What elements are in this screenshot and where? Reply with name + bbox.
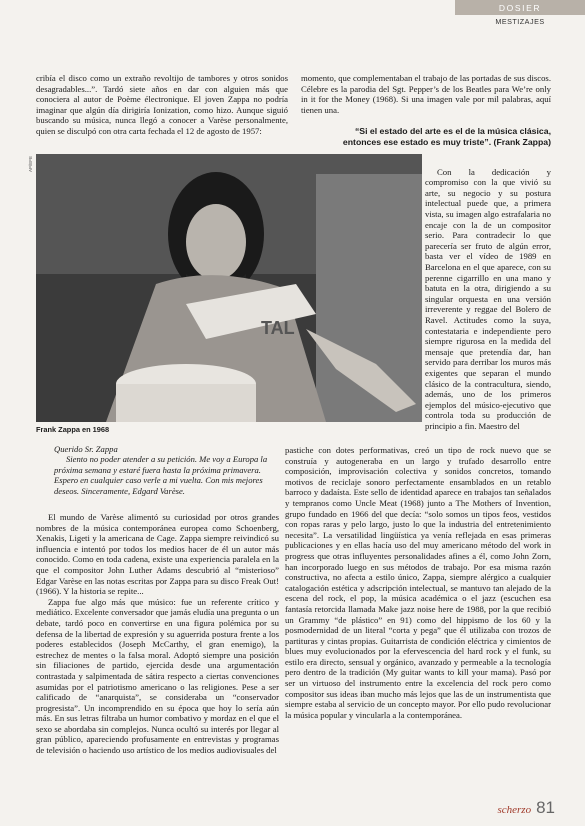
pull-quote: “Si el estado del arte es el de la música clásica, entonces ese estado es muy triste”. (Frank Zappa) bbox=[342, 126, 551, 147]
column-2-top bbox=[301, 73, 551, 115]
page-number: 81 bbox=[536, 798, 555, 817]
body-paragraph: momento, que complementaban el trabajo de las portadas de sus discos. Célebre es la parodia del Sgt. Pepper’s de los Beatles para We’re only in it for the Money (1968). Si una imagen vale por mil palabras, aquí tienen una. bbox=[301, 73, 551, 115]
varese-letter bbox=[54, 444, 284, 496]
letter-salutation: Querido Sr. Zappa bbox=[54, 444, 118, 454]
column-1-top bbox=[36, 73, 288, 137]
subsection-label: MESTIZAJES bbox=[495, 17, 545, 26]
page-footer bbox=[497, 798, 555, 818]
column-2-narrow bbox=[425, 158, 551, 440]
section-header bbox=[455, 0, 585, 26]
body-paragraph: pastiche con dotes performativas, creó un tipo de rock nuevo que se construía y autogeneraba en un largo y trufado desarrollo entre composición, improvisación colectiva y sonidos concretos, tomando motivos de reciclaje sonoro perfectamente ensamblados en un retablo barroco y dadaísta. Este sello de identidad aparece en trabajos tan señalados y tempranos como Uncle Meat (1968) junto a The Mothers of Invention, grupo fundado en 1966 del que decía: “solo somos un tipos feos, vestidos con ropas raras y pelo largo, justo lo que la industria del entretenimiento necesita”. La versatilidad lingüística ya venía reflejada en esas primeras publicaciones y en ellas hacía uso del muy americano método del work in progress que otras influyentes personalidades afines a él, como John Zorn, han incorporado luego en sus métodos de trabajo. Por esa misma razón constructiva, no afecta a estilo único, Zappa, siempre alérgico a cualquier catalogación estética y adscripción intelectual, se mantuvo tan alejado de la escena del rock, el pop, la música académica o el jazz (escuchen esa fantasía retorcida llamada Make jazz noise here de 1988, por la que recibió un Grammy “de plástico” en 91) como del hippismo de los 60 y la posmodernidad de un literal “corta y pega” que él utilizaba con trozos de partituras y cintas propias. Guitarrista de condición eléctrica y cimientos de blues muy evolucionados por la efervescencia del hard rock y el funk, su estilo era directo, sensual y orgánico, avanzado y permeable a la tecnología pero dentro de la tradición (My guitar wants to kill your mama). Pasó por ser un virtuoso del instrumento entre la excelencia del rock pero como compositor sus ideas iban mucho más lejos que las de un instrumentista que siempre estaba al servicio de un concepto mayor. Por ello pudo revolucionar la música popular y vincularla a la contemporánea. bbox=[285, 445, 551, 720]
frank-zappa-photo bbox=[36, 154, 422, 422]
body-paragraph: El mundo de Varèse alimentó su curiosidad por otros grandes nombres de la música contemporánea europea como Schoenberg, Xenakis, Ligeti y la americana de Cage. Zappa siempre reivindicó su influencia e intentó por todos los medios hacer de él un autor más conocido. Como en toda cadena, existe una experiencia paralela en la que el compositor John Luther Adams descubrió al “misterioso” Edgar Varèse en las notas escritas por Zappa para su disco Freak Out! (1966). Y la historia se repite... bbox=[36, 512, 279, 597]
magazine-logo: scherzo bbox=[497, 804, 532, 816]
svg-text:TAL: TAL bbox=[261, 318, 295, 338]
column-2-bottom bbox=[285, 445, 551, 720]
body-paragraph: Zappa fue algo más que músico: fue un referente crítico y mediático. Excelente conversador que jamás eludía una pregunta o un debate, tardó poco en convertirse en una figura polémica por su defensa de la libertad de expresión y su aguerrida postura frente a los poderes establecidos (Joseph McCarthy, el gran enemigo), la estrechez de mentes o la falsa moral. Adoptó siempre una posición sin filiaciones de partido, ejercida desde una argumentación contrastada y salpimentada de sátira respecto a ciertas convenciones asumidas por el patriotismo americano o las religiones. Pese a ser calificado de “anarquista”, se consideraba un “conservador progresista”. Un incomprendido en su época que hoy lo sería aún más. En sus letras filtraba un humor combativo y mordaz en el que el sexo se abordaba sin complejos. Nunca ocultó su interés por llegar al gran público, apareciendo profusamente en entrevistas y programas de televisión o haciendo uso artístico de los medios audiovisuales del bbox=[36, 596, 279, 756]
body-paragraph: Con la dedicación y compromiso con la que vivió su arte, su negocio y su postura intelectual puede que, a primera vista, su imagen algo estrafalaria no encaje con la de un compositor serio. Para contradecir lo que parecería ser fruto de algún error, basta ver el vídeo de 1989 en Barcelona en el que aparece, con su perenne cigarrillo en una mano y batuta en la otra, dirigiendo a su singular orquesta en una versión irreverente y reggae del Bolero de Ravel. Actitudes como la suya, contestataria e independiente pero siempre rigurosa en la medida del mensaje que pretendía dar, han servido para derribar los muros más exigentes que separan el mundo clásico de la contracultura, siendo, además, uno de los primeros ejemplos del músico-ejecutivo que controla toda su producción de principio a fin. Maestro del bbox=[425, 166, 551, 431]
photo-illustration bbox=[36, 154, 422, 422]
column-1-bottom bbox=[36, 512, 279, 756]
photo-credit: AP/EFE bbox=[28, 156, 33, 173]
letter-body: Siento no poder atender a su petición. Me voy a Europa la próxima semana y estaré fuera hasta la próxima primavera. Espero en cualquier caso verle a mi vuelta. Con mis mejores deseos. Sinceramente, Edgard Varèse. bbox=[54, 454, 268, 496]
body-paragraph: cribía el disco como un extraño revoltijo de tambores y otros sonidos desagradables...”. Tardó siete años en dar con alguien más que conociera al autor de Poème électronique. El joven Zappa no podría imaginar que algún día dirigiría Ionization, como hizo. Aunque siguió buscando su música, nunca llegó a conocer a Varèse personalmente, quien se disculpó con otra carta fechada el 12 de agosto de 1957: bbox=[36, 73, 288, 136]
section-tab: DOSIER bbox=[455, 0, 585, 15]
photo-caption: Frank Zappa en 1968 bbox=[36, 425, 110, 434]
